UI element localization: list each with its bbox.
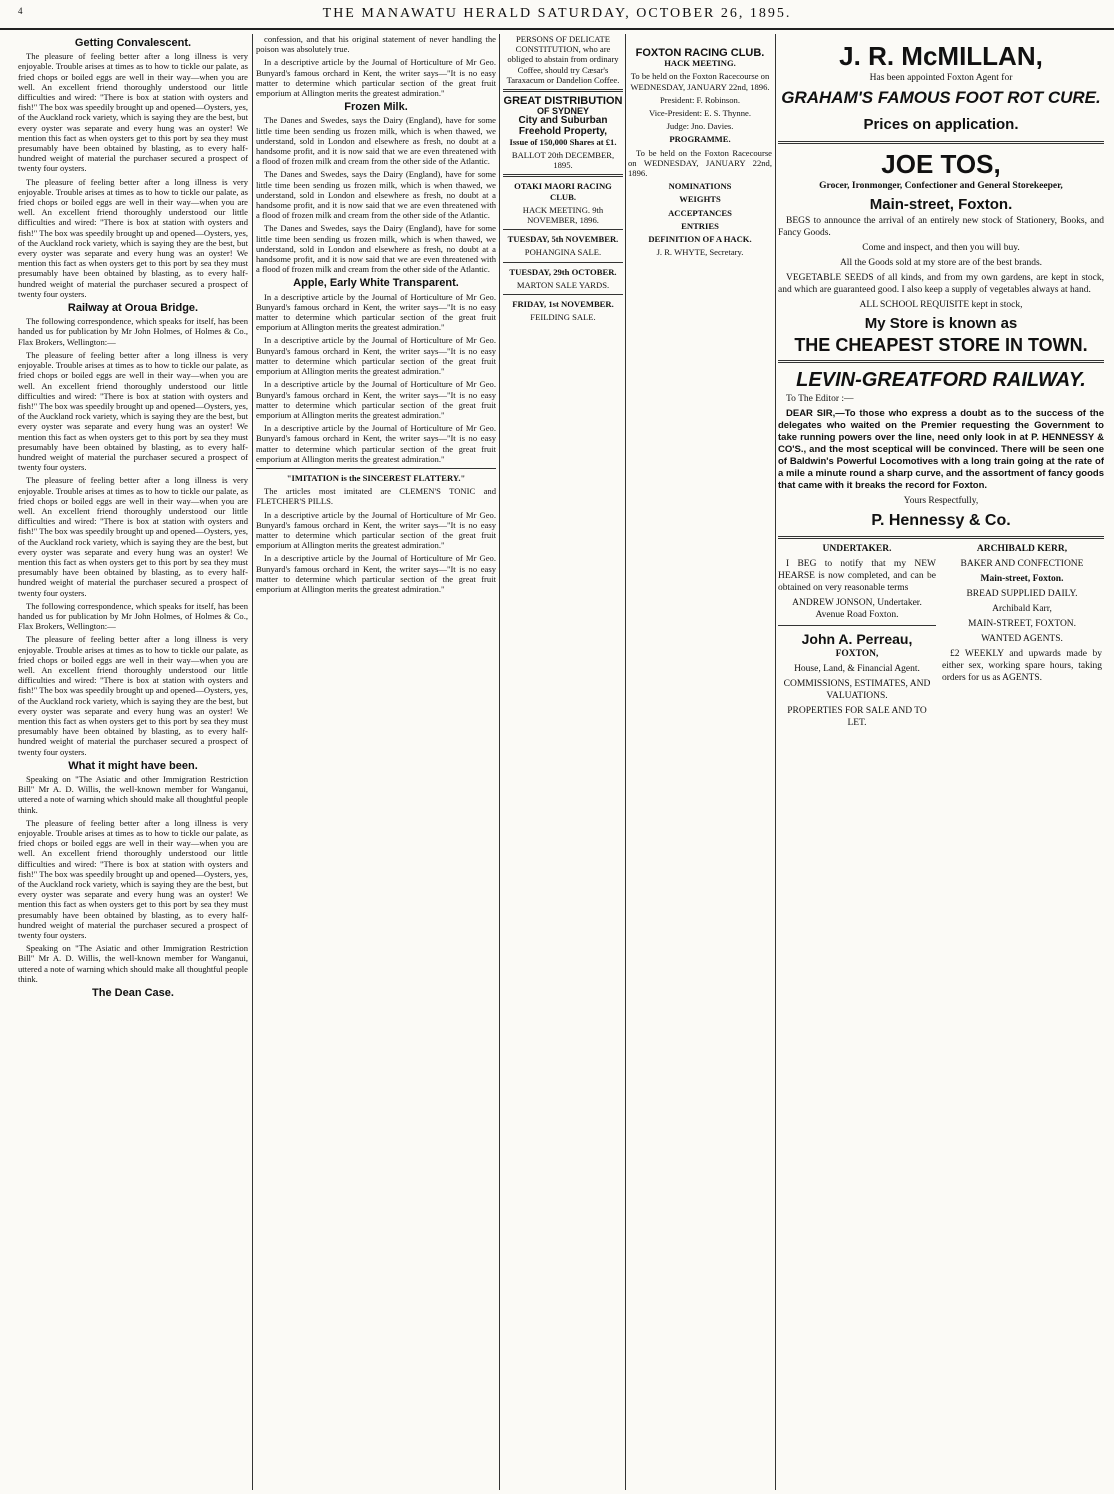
article-text: The pleasure of feeling better after a long illness is very enjoyable. Trouble arises at times as to how to tickle our palate, as fried chops or boiled eggs are well in their way—when you are well. An excellent friend thoroughly understood our little difficulties and wired: "There is box at station with oysters and fish!" The box was speedily brought up and opened—Oysters, yes, of the Auckland rock variety, which is saying they are the best, but every oyster was separate and every hung was an oyster! We mention this fact as when oysters get to this port by sea they must presumably have been obtained by blasting, as to every half-hundred weight of material the purchaser secured a prospect of twenty four oysters. — [18, 817, 248, 941]
article-text: In a descriptive article by the Journal of Horticulture of Mr Geo. Bunyard's famous orchard in Kent, the writer says—"It is no easy matter to determine which particular section of the great fruit emporium at Allington merits the greatest admiration." — [256, 57, 496, 99]
ad-text: President: F. Robinson. — [659, 94, 740, 105]
column-1 — [18, 34, 248, 1490]
ad-heading: GRAHAM'S FAMOUS FOOT ROT CURE. — [781, 88, 1101, 107]
ad-text: To be held on the Foxton Racecourse on WEDNESDAY, JANUARY 22nd, 1896. — [628, 147, 772, 179]
ad-text: POHANGINA SALE. — [524, 247, 602, 258]
article-text: Speaking on "The Asiatic and other Immigration Restriction Bill" Mr A. D. Willis, the well-known member for Wanganui, uttered a note of warning which should make all thoughtful people think. — [18, 943, 248, 984]
ad-text: MARTON SALE YARDS. — [516, 279, 610, 290]
ad-text: BAKER AND CONFECTIONE — [960, 559, 1084, 569]
ad-heading: UNDERTAKER. — [822, 544, 892, 554]
headline: Railway at Oroua Bridge. — [67, 302, 199, 315]
column-2 — [256, 34, 496, 1490]
ad-heading: J. R. McMILLAN, — [839, 41, 1043, 71]
ad-text: Main-street, Foxton. — [980, 574, 1064, 584]
page-number: 4 — [18, 6, 23, 16]
column-rule — [252, 34, 253, 1490]
ad-text: In a descriptive article by the Journal of Horticulture of Mr Geo. Bunyard's famous orchard in Kent, the writer says—"It is no easy matter to determine which particular section of the great fruit emporium at Allington merits the greatest admiration." — [256, 509, 496, 551]
ad-text: COMMISSIONS, ESTIMATES, AND VALUATIONS. — [783, 679, 931, 701]
ad-text: Issue of 150,000 Shares at £1. — [509, 136, 617, 147]
ad-heading: TUESDAY, 5th NOVEMBER. — [507, 234, 619, 245]
ad-heading: John A. Perreau, — [801, 631, 913, 647]
ad-subheading: ACCEPTANCES — [668, 207, 732, 218]
column-rule — [775, 34, 776, 1490]
ad-subheading: WEIGHTS — [679, 194, 721, 205]
ad-text: To The Editor :— — [786, 394, 854, 404]
article-text: The following correspondence, which speaks for itself, has been handed us for publication by Mr John Holmes, of Holmes & Co., Flax Brokers, Wellington:— — [18, 316, 248, 347]
ad-subheading: OF SYDNEY — [536, 106, 589, 117]
ad-text: Yours Respectfully, — [903, 496, 979, 506]
ad-text: WANTED AGENTS. — [981, 634, 1063, 644]
ad-text: Archibald Karr, — [992, 604, 1052, 614]
article-text: Speaking on "The Asiatic and other Immigration Restriction Bill" Mr A. D. Willis, the well-known member for Wanganui, uttered a note of warning which should make all thoughtful people think. — [18, 774, 248, 815]
ad-text: FOXTON, — [835, 649, 879, 659]
ad-heading: P. Hennessy & Co. — [871, 512, 1011, 529]
ad-text: HACK MEETING. 9th NOVEMBER, 1896. — [522, 204, 604, 226]
article-text: The pleasure of feeling better after a long illness is very enjoyable. Trouble arises at times as to how to tickle our palate, as fried chops or boiled eggs are well in their way—when you are well. An excellent friend thoroughly understood our little difficulties and wired: "There is box at station with oysters and fish!" The box was speedily brought up and opened—Oysters, yes, of the Auckland rock variety, which is saying they are the best, but every oyster was separate and every hung was an oyster! We mention this fact as when oysters get to this port by sea they must presumably have been obtained by blasting, as to every half-hundred weight of material the purchaser secured a prospect of twenty four oysters. — [18, 349, 248, 473]
ad-text: ALL SCHOOL REQUISITE kept in stock, — [859, 300, 1023, 310]
headline: Frozen Milk. — [344, 101, 408, 114]
ad-subheading: PROGRAMME. — [669, 134, 731, 145]
ad-text: I BEG to notify that my NEW HEARSE is now completed, and can be obtained on very reasonable terms — [778, 559, 936, 593]
ad-text: Grocer, Ironmonger, Confectioner and General Storekeeper, — [819, 181, 1063, 191]
article-text: In a descriptive article by the Journal of Horticulture of Mr Geo. Bunyard's famous orchard in Kent, the writer says—"It is no easy matter to determine which particular section of the great fruit emporium at Allington merits the greatest admiration." — [256, 291, 496, 333]
article-text: The pleasure of feeling better after a long illness is very enjoyable. Trouble arises at times as to how to tickle our palate, as fried chops or boiled eggs are well in their way—when you are well. An excellent friend thoroughly understood our little difficulties and wired: "There is box at station with oysters and fish!" The box was speedily brought up and opened—Oysters, yes, of the Auckland rock variety, which is saying they are the best, but every oyster was separate and every hung was an oyster! We mention this fact as when oysters get to this port by sea they must presumably have been obtained by blasting, as to every half-hundred weight of material the purchaser secured a prospect of twenty four oysters. — [18, 634, 248, 757]
ad-text: House, Land, & Financial Agent. — [794, 664, 920, 674]
headline: What it might have been. — [68, 759, 198, 772]
column-rule — [499, 34, 500, 1490]
baker-ad — [942, 543, 1102, 732]
article-text: In a descriptive article by the Journal of Horticulture of Mr Geo. Bunyard's famous orchard in Kent, the writer says—"It is no easy matter to determine which particular section of the great fruit emporium at Allington merits the greatest admiration." — [256, 379, 496, 420]
column-3 — [503, 34, 623, 1490]
ad-heading: ARCHIBALD KERR, — [976, 544, 1068, 554]
headline: The Dean Case. — [92, 987, 174, 1000]
article-text: In a descriptive article by the Journal of Horticulture of Mr Geo. Bunyard's famous orchard in Kent, the writer says—"It is no easy matter to determine which particular section of the great fruit emporium at Allington merits the greatest admiration." — [256, 423, 496, 464]
ad-subheading: ENTRIES — [681, 220, 719, 231]
ad-heading: FOXTON RACING CLUB. — [635, 47, 765, 59]
masthead-title: THE MANAWATU HERALD SATURDAY, OCTOBER 26, 1895. — [322, 6, 792, 21]
right-ads — [778, 34, 1104, 1490]
article-text: The pleasure of feeling better after a long illness is very enjoyable. Trouble arises at times as to how to tickle our palate, as fried chops or boiled eggs are well in their way—when you are well. An excellent friend thoroughly understood our little difficulties and wired: "There is box at station with oysters and fish!" The box was speedily brought up and opened—Oysters, yes, of the Auckland rock variety, which is saying they are the best, but every oyster was separate and every hung was an oyster! We mention this fact as when oysters get to this port by sea they must presumably have been obtained by blasting, as to every half-hundred weight of material the purchaser secured a prospect of twenty four oysters. — [18, 51, 248, 174]
ad-text: The articles most imitated are CLEMEN'S TONIC and FLETCHER'S PILLS. — [256, 486, 496, 507]
ad-heading: TUESDAY, 29th OCTOBER. — [509, 266, 617, 277]
masthead — [0, 0, 1114, 30]
article-text: The pleasure of feeling better after a long illness is very enjoyable. Trouble arises at times as to how to tickle our palate, as fried chops or boiled eggs are well in their way—when you are well. An excellent friend thoroughly understood our little difficulties and wired: "There is box at station with oysters and fish!" The box was speedily brought up and opened—Oysters, yes, of the Auckland rock variety, which is saying they are the best, but every oyster was separate and every hung was an oyster! We mention this fact as when oysters get to this port by sea they must presumably have been obtained by blasting, as to every half-hundred weight of material the purchaser secured a prospect of twenty four oysters. — [18, 475, 248, 598]
ad-text: PROPERTIES FOR SALE AND TO LET. — [787, 706, 927, 728]
article-text: confession, and that his original statement of never handling the poison was absolutely true. — [256, 34, 496, 55]
ad-heading: JOE TOS, — [881, 149, 1001, 179]
ad-heading: Prices on application. — [863, 116, 1019, 133]
article-text: The Danes and Swedes, says the Dairy (England), have for some little time been sending us frozen milk, which is when thawed, we understand, sold in London and elsewhere as fresh, no doubt at a handsome profit, and it is now said that we are even threatened with a flood of frozen milk and cream from the other side of the Atlantic. — [256, 169, 496, 221]
ad-text: BEGS to announce the arrival of an entirely new stock of Stationery, Books, and Fancy Goods. — [778, 216, 1104, 238]
column-rule — [625, 34, 626, 1490]
headline: Apple, Early White Transparent. — [293, 277, 459, 290]
article-text: The Danes and Swedes, says the Dairy (England), have for some little time been sending us frozen milk, which is when thawed, we understand, sold in London and elsewhere as fresh, no doubt at a handsome profit, and it is now said that we are even threatened with a flood of frozen milk and cream from the other side of the Atlantic. — [256, 223, 496, 275]
ad-text: Has been appointed Foxton Agent for — [869, 73, 1013, 83]
ad-text: To be held on the Foxton Racecourse on WEDNESDAY, JANUARY 22nd, 1896. — [630, 71, 770, 92]
ad-text: MAIN-STREET, FOXTON. — [967, 619, 1077, 629]
ad-text: In a descriptive article by the Journal of Horticulture of Mr Geo. Bunyard's famous orchard in Kent, the writer says—"It is no easy matter to determine which particular section of the great fruit emporium at Allington merits the greatest admiration." — [256, 553, 496, 594]
ad-subheading: City and Suburban Freehold Property, — [518, 115, 608, 137]
ad-heading: OTAKI MAORI RACING CLUB. — [514, 181, 612, 202]
ad-text: Judge: Jno. Davies. — [666, 121, 734, 132]
ad-text: Come and inspect, and then you will buy. — [862, 243, 1020, 253]
ad-heading: Main-street, Foxton. — [869, 196, 1013, 213]
ad-heading: My Store is known as — [864, 315, 1018, 332]
ad-heading: FRIDAY, 1st NOVEMBER. — [512, 299, 614, 310]
article-text: In a descriptive article by the Journal of Horticulture of Mr Geo. Bunyard's famous orchard in Kent, the writer says—"It is no easy matter to determine which particular section of the great fruit emporium at Allington merits the greatest admiration." — [256, 335, 496, 377]
undertaker-ad — [778, 543, 936, 732]
ad-text: £2 WEEKLY and upwards made by either sex, working spare hours, taking orders for us as AGENTS. — [942, 649, 1102, 683]
ad-subheading: HACK MEETING. — [664, 58, 736, 69]
ad-text: FEILDING SALE. — [530, 312, 596, 323]
ad-text: VEGETABLE SEEDS of all kinds, and from my own gardens, are kept in stock, and which are guaranteed good. I also keep a supply of vegetables always at hand. — [778, 273, 1104, 295]
ad-subheading: DEFINITION OF A HACK. — [648, 234, 752, 245]
ad-heading: "IMITATION is the SINCEREST FLATTERY." — [286, 472, 466, 483]
ad-heading: LEVIN-GREATFORD RAILWAY. — [796, 369, 1086, 391]
ad-heading: THE CHEAPEST STORE IN TOWN. — [794, 335, 1088, 355]
article-text: The following correspondence, which speaks for itself, has been handed us for publication by Mr John Holmes, of Holmes & Co., Flax Brokers, Wellington:— — [18, 600, 248, 632]
ad-text: J. R. WHYTE, Secretary. — [656, 247, 744, 258]
ad-heading: GREAT DISTRIBUTION — [503, 95, 623, 108]
ad-text: DEAR SIR,—To those who express a doubt as to the success of the delegates who waited on the Premier requesting the Government to take running powers over the line, need only look in at P. HENNESSY & CO'S., and the most sceptical will be convinced. There will be seen one of Baldwin's Powerful Locomotives with a long train going at the rate of a mile a minute round a sharp curve, and the assortment of fancy goods that came with it breaks the record for Foxton. — [778, 408, 1104, 491]
ad-text: All the Goods sold at my store are of the best brands. — [839, 258, 1043, 268]
ad-text: PERSONS OF DELICATE CONSTITUTION, who are obliged to abstain from ordinary Coffee, should try Cæsar's Taraxacum or Dandelion Coffee. — [506, 34, 620, 85]
column-racing — [628, 34, 772, 1490]
article-text: The pleasure of feeling better after a long illness is very enjoyable. Trouble arises at times as to how to tickle our palate, as fried chops or boiled eggs are well in their way—when you are well. An excellent friend thoroughly understood our little difficulties and wired: "There is box at station with oysters and fish!" The box was speedily brought up and opened—Oysters, yes, of the Auckland rock variety, which is saying they are the best, but every oyster was separate and every hung was an oyster! We mention this fact as when oysters get to this port by sea they must presumably have been obtained by blasting, as to every half-hundred weight of material the purchaser secured a prospect of twenty four oysters. — [18, 176, 248, 299]
headline: Getting Convalescent. — [74, 37, 192, 49]
ad-text: BALLOT 20th DECEMBER, 1895. — [511, 150, 615, 171]
article-text: The Danes and Swedes, says the Dairy (England), have for some little time been sending us frozen milk, which is when thawed, we understand, sold in London and elsewhere as fresh, no doubt at a handsome profit, and it is now said that we are even threatened with a flood of frozen milk and cream from the other side of the Atlantic. — [256, 115, 496, 167]
ad-text: BREAD SUPPLIED DAILY. — [966, 589, 1078, 599]
ad-text: ANDREW JONSON, Undertaker. Avenue Road Foxton. — [792, 598, 922, 620]
ad-text: Vice-President: E. S. Thynne. — [649, 108, 751, 119]
ad-subheading: NOMINATIONS — [668, 181, 732, 192]
